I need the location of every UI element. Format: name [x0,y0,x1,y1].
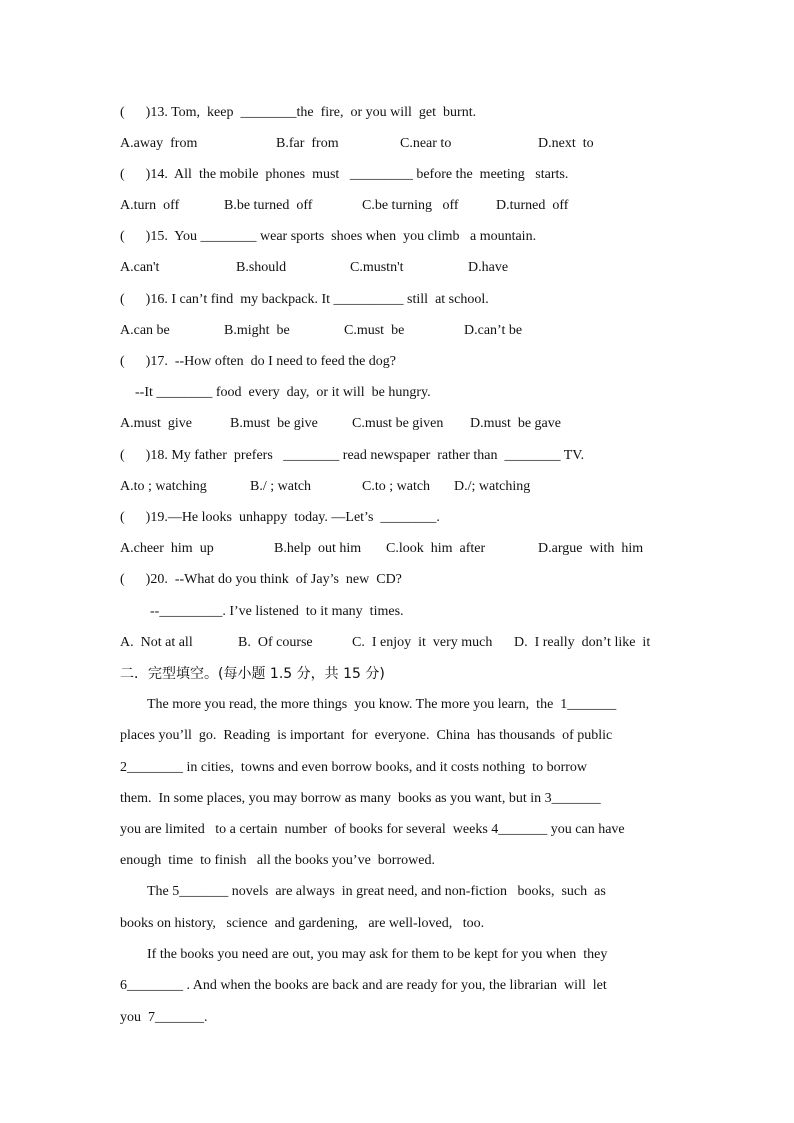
option-c: C.must be given [352,416,444,431]
option-a: A.turn off [120,198,180,213]
question-13-options [120,135,680,153]
passage-line: you are limited to a certain number of books for several weeks 4_______ you can have [120,822,625,837]
option-d: D./; watching [454,479,531,494]
option-d: D.can’t be [464,323,523,338]
option-c: C.look him after [386,541,486,556]
option-b: B.far from [276,136,339,151]
option-b: B.should [236,260,287,275]
option-b: B. Of course [238,635,313,650]
option-d: D.next to [538,136,594,151]
option-c: C.must be [344,323,405,338]
option-b: B.help out him [274,541,362,556]
option-d: D.turned off [496,198,569,213]
question-20-stem-line2: --_________. I’ve listened to it many times. [150,604,404,619]
passage-line: The 5_______ novels are always in great need, and non-fiction books, such as [147,884,606,899]
question-20-options [120,634,680,652]
passage-line: places you’ll go. Reading is important for everyone. China has thousands of public [120,728,613,743]
option-c: C.be turning off [362,198,459,213]
option-c: C.to ; watch [362,479,431,494]
question-16-stem: ( )16. I can’t find my backpack. It __________ still at school. [120,292,489,307]
option-a: A.can't [120,260,160,275]
option-a: A.must give [120,416,192,431]
section-heading: 二．完型填空。(每小题 1.5 分，共 15 分) [120,666,385,682]
option-b: B.be turned off [224,198,313,213]
option-a: A.can be [120,323,170,338]
question-13-stem: ( )13. Tom, keep ________the fire, or you will get burnt. [120,105,477,120]
question-17-stem: ( )17. --How often do I need to feed the dog? [120,354,397,369]
option-c: C.near to [400,136,452,151]
option-d: D. I really don’t like it [514,635,651,650]
option-c: C. I enjoy it very much [352,635,493,650]
question-17-stem-line2: --It ________ food every day, or it will be hungry. [135,385,431,400]
question-19-options [120,540,680,558]
option-c: C.mustn't [350,260,404,275]
question-18-options [120,478,680,496]
option-d: D.have [468,260,509,275]
question-14-stem: ( )14. All the mobile phones must _________ before the meeting starts. [120,167,569,182]
passage-line: If the books you need are out, you may ask for them to be kept for you when they [147,947,608,962]
option-b: B.must be give [230,416,318,431]
question-20-stem: ( )20. --What do you think of Jay’s new CD? [120,572,402,587]
passage-line: 6________ . And when the books are back and are ready for you, the librarian will let [120,978,607,993]
question-15-options [120,259,680,277]
option-d: D.argue with him [538,541,644,556]
option-b: B.might be [224,323,290,338]
passage-line: enough time to finish all the books you’ve borrowed. [120,853,435,868]
passage-line: you 7_______. [120,1010,208,1025]
question-16-options [120,322,680,340]
passage-line: books on history, science and gardening, are well-loved, too. [120,916,485,931]
option-a: A.to ; watching [120,479,207,494]
question-15-stem: ( )15. You ________ wear sports shoes when you climb a mountain. [120,229,537,244]
question-14-options [120,197,680,215]
question-19-stem: ( )19.—He looks unhappy today. —Let’s ________. [120,510,440,525]
option-a: A.cheer him up [120,541,214,556]
passage-line: 2________ in cities, towns and even borrow books, and it costs nothing to borrow [120,760,588,775]
passage-line: them. In some places, you may borrow as many books as you want, but in 3_______ [120,791,601,806]
option-a: A.away from [120,136,198,151]
option-d: D.must be gave [470,416,561,431]
option-b: B./ ; watch [250,479,312,494]
option-a: A. Not at all [120,635,193,650]
question-18-stem: ( )18. My father prefers ________ read newspaper rather than ________ TV. [120,448,585,463]
passage-line: The more you read, the more things you know. The more you learn, the 1_______ [147,697,617,712]
question-17-options [120,415,680,433]
